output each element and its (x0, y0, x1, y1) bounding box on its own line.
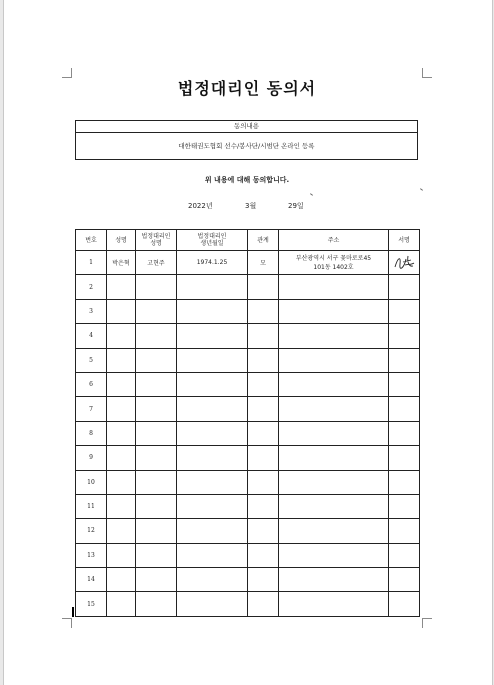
document-title: 법정대리인 동의서 (177, 79, 317, 98)
relation (248, 543, 279, 567)
table-row (76, 421, 420, 445)
table-row (76, 543, 420, 567)
signature (389, 519, 420, 543)
table-row (76, 372, 420, 396)
guardian-birthdate (177, 543, 248, 567)
address (279, 519, 389, 543)
table-row (76, 470, 420, 494)
guardian-name (136, 421, 177, 445)
student-name (107, 324, 136, 348)
address (279, 592, 389, 616)
guardian-birthdate (177, 446, 248, 470)
relation (248, 568, 279, 592)
guardian-birthdate: 1974.1.25 (177, 251, 248, 275)
table-row (76, 494, 420, 518)
header-cell: 법정대리인 생년월일 (177, 230, 248, 251)
address (279, 299, 389, 323)
relation (248, 299, 279, 323)
guardian-name (136, 299, 177, 323)
student-name (107, 397, 136, 421)
table-row (76, 446, 420, 470)
margin-mark-bottom-left (62, 618, 72, 628)
address (279, 348, 389, 372)
relation (248, 421, 279, 445)
row-number: 11 (76, 494, 107, 518)
guardian-birthdate (177, 519, 248, 543)
agreement-text: 위 내용에 대해 동의합니다. (204, 176, 290, 184)
student-name (107, 470, 136, 494)
table-row (76, 275, 420, 299)
address (279, 568, 389, 592)
date-day: 29일 (288, 202, 304, 210)
header-cell: 성명 (107, 230, 136, 251)
row-number: 1 (76, 251, 107, 275)
signature (389, 543, 420, 567)
row-number: 15 (76, 592, 107, 616)
guardian-birthdate (177, 299, 248, 323)
address (279, 421, 389, 445)
signature (389, 470, 420, 494)
header-cell: 번호 (76, 230, 107, 251)
guardian-name (136, 275, 177, 299)
table-row (76, 348, 420, 372)
address (279, 494, 389, 518)
relation (248, 592, 279, 616)
guardian-name: 고현주 (136, 251, 177, 275)
student-name (107, 299, 136, 323)
guardian-birthdate (177, 568, 248, 592)
guardian-birthdate (177, 324, 248, 348)
table-row (76, 251, 420, 275)
signature (389, 592, 420, 616)
signature (389, 251, 420, 275)
student-name (107, 275, 136, 299)
address (279, 543, 389, 567)
table-header-row (76, 230, 420, 251)
guardian-birthdate (177, 275, 248, 299)
address (279, 397, 389, 421)
header-cell: 관계 (248, 230, 279, 251)
student-name (107, 446, 136, 470)
row-number: 5 (76, 348, 107, 372)
relation (248, 372, 279, 396)
guardian-birthdate (177, 470, 248, 494)
signature (389, 397, 420, 421)
signature-table (75, 229, 420, 617)
relation: 모 (248, 251, 279, 275)
table-row (76, 568, 420, 592)
student-name (107, 592, 136, 616)
table-row (76, 299, 420, 323)
guardian-name (136, 446, 177, 470)
address (279, 446, 389, 470)
relation (248, 446, 279, 470)
row-number: 13 (76, 543, 107, 567)
signature (389, 275, 420, 299)
row-number: 10 (76, 470, 107, 494)
signature (389, 421, 420, 445)
header-cell: 법정대리인 성명 (136, 230, 177, 251)
relation (248, 494, 279, 518)
guardian-birthdate (177, 421, 248, 445)
guardian-name (136, 372, 177, 396)
address (279, 324, 389, 348)
table-row (76, 519, 420, 543)
signature (389, 348, 420, 372)
signature (389, 299, 420, 323)
address: 부산광역시 서구 꽃마로로45 101동 1402호 (279, 251, 389, 275)
handwritten-signature (392, 253, 416, 271)
date-year: 2022년 (188, 202, 213, 210)
margin-mark-bottom-right (422, 618, 432, 628)
guardian-name (136, 543, 177, 567)
relation (248, 275, 279, 299)
guardian-birthdate (177, 592, 248, 616)
text-cursor[interactable] (72, 607, 74, 617)
guardian-name (136, 519, 177, 543)
consent-header: 동의내용 (76, 121, 417, 133)
student-name (107, 372, 136, 396)
student-name (107, 568, 136, 592)
signature (389, 372, 420, 396)
address (279, 470, 389, 494)
relation (248, 324, 279, 348)
guardian-birthdate (177, 397, 248, 421)
consent-body: 대한태권도협회 선수/봉사단/시범단 온라인 등록 (178, 142, 315, 150)
relation (248, 348, 279, 372)
guardian-name (136, 470, 177, 494)
guardian-name (136, 592, 177, 616)
student-name (107, 421, 136, 445)
guardian-birthdate (177, 372, 248, 396)
guardian-birthdate (177, 494, 248, 518)
student-name: 박은혁 (107, 251, 136, 275)
table-row (76, 592, 420, 616)
consent-box (75, 120, 418, 160)
student-name (107, 348, 136, 372)
row-number: 8 (76, 421, 107, 445)
row-number: 7 (76, 397, 107, 421)
table-row (76, 324, 420, 348)
relation (248, 397, 279, 421)
student-name (107, 519, 136, 543)
guardian-name (136, 494, 177, 518)
signature (389, 324, 420, 348)
row-number: 12 (76, 519, 107, 543)
signature (389, 568, 420, 592)
address (279, 372, 389, 396)
row-number: 14 (76, 568, 107, 592)
relation (248, 470, 279, 494)
header-cell: 주소 (279, 230, 389, 251)
relation (248, 519, 279, 543)
table-row (76, 397, 420, 421)
guardian-name (136, 348, 177, 372)
address (279, 275, 389, 299)
signature (389, 494, 420, 518)
row-number: 6 (76, 372, 107, 396)
row-number: 4 (76, 324, 107, 348)
header-cell: 서명 (389, 230, 420, 251)
row-number: 2 (76, 275, 107, 299)
guardian-name (136, 324, 177, 348)
guardian-name (136, 397, 177, 421)
signature (389, 446, 420, 470)
row-number: 3 (76, 299, 107, 323)
guardian-birthdate (177, 348, 248, 372)
row-number: 9 (76, 446, 107, 470)
date-month: 3월 (245, 202, 257, 210)
guardian-name (136, 568, 177, 592)
student-name (107, 543, 136, 567)
student-name (107, 494, 136, 518)
